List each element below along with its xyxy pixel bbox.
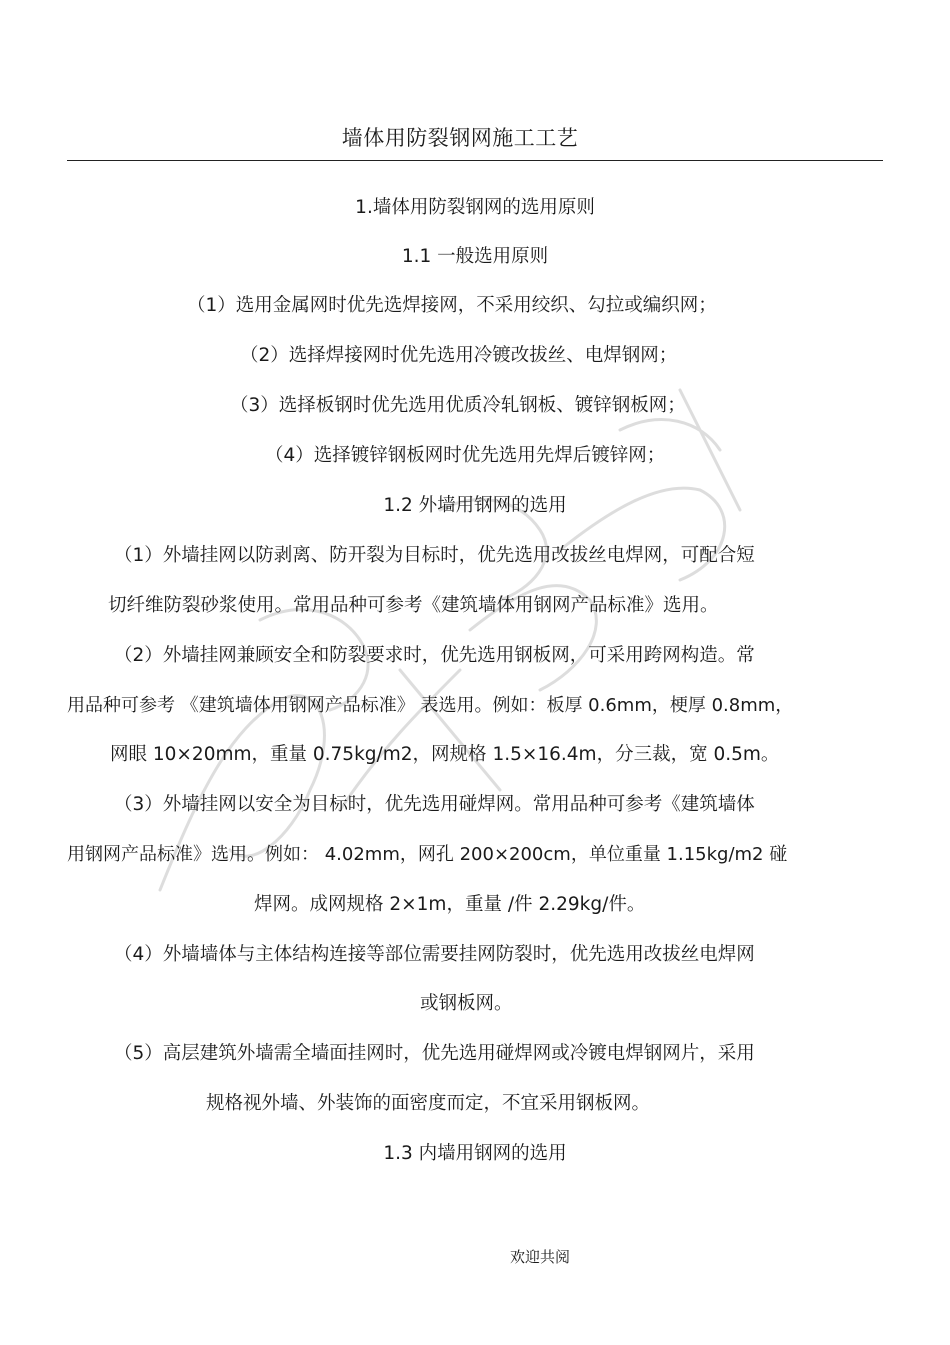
paragraph-line: 网眼 10×20mm，重量 0.75kg/m2，网规格 1.5×16.4m，分三裁，宽 0.5m。 (110, 744, 780, 765)
paragraph-line: （4）选择镀锌钢板网时优先选用先焊后镀锌网； (265, 445, 666, 466)
subsection-heading-1-2: 1.2 外墙用钢网的选用 (383, 495, 567, 516)
subsection-heading-1-1: 1.1 一般选用原则 (401, 246, 549, 267)
paragraph-line: （3）选择板钢时优先选用优质冷轧钢板、镀锌钢板网； (230, 395, 686, 416)
subsection-heading-1-3: 1.3 内墙用钢网的选用 (383, 1143, 567, 1164)
document-title: 墙体用防裂钢网施工工艺 (341, 126, 579, 150)
section-heading-1: 1.墙体用防裂钢网的选用原则 (355, 197, 595, 218)
paragraph-line: （1）外墙挂网以防剥离、防开裂为目标时，优先选用改拔丝电焊网，可配合短 (114, 545, 755, 566)
paragraph-line: 焊网。成网规格 2×1m，重量 /件 2.29kg/件。 (254, 894, 646, 915)
paragraph-line: 规格视外墙、外装饰的面密度而定，不宜采用钢板网。 (206, 1093, 651, 1114)
paragraph-line: 用品种可参考 《建筑墙体用钢网产品标准》 表选用。例如：板厚 0.6mm，梗厚 0.8mm， (67, 695, 794, 716)
paragraph-line: （3）外墙挂网以安全为目标时，优先选用碰焊网。常用品种可参考《建筑墙体 (114, 794, 755, 815)
paragraph-line: （2）选择焊接网时优先选用冷镀改拔丝、电焊钢网； (240, 345, 678, 366)
title-divider (67, 160, 883, 161)
paragraph-line: （2）外墙挂网兼顾安全和防裂要求时，优先选用钢板网，可采用跨网构造。常 (114, 645, 755, 666)
paragraph-line: （5）高层建筑外墙需全墙面挂网时，优先选用碰焊网或冷镀电焊钢网片，采用 (114, 1043, 755, 1064)
paragraph-line: 或钢板网。 (420, 993, 513, 1014)
paragraph-line: （1）选用金属网时优先选焊接网，不采用绞织、勾拉或编织网； (187, 295, 717, 316)
paragraph-line: （4）外墙墙体与主体结构连接等部位需要挂网防裂时，优先选用改拔丝电焊网 (114, 944, 755, 965)
paragraph-line: 切纤维防裂砂浆使用。常用品种可参考《建筑墙体用钢网产品标准》选用。 (108, 595, 719, 616)
paragraph-line: 用钢网产品标准》选用。例如： 4.02mm，网孔 200×200cm，单位重量 1.15kg/m2 碰 (67, 844, 788, 865)
page-footer: 欢迎共阅 (509, 1248, 570, 1266)
